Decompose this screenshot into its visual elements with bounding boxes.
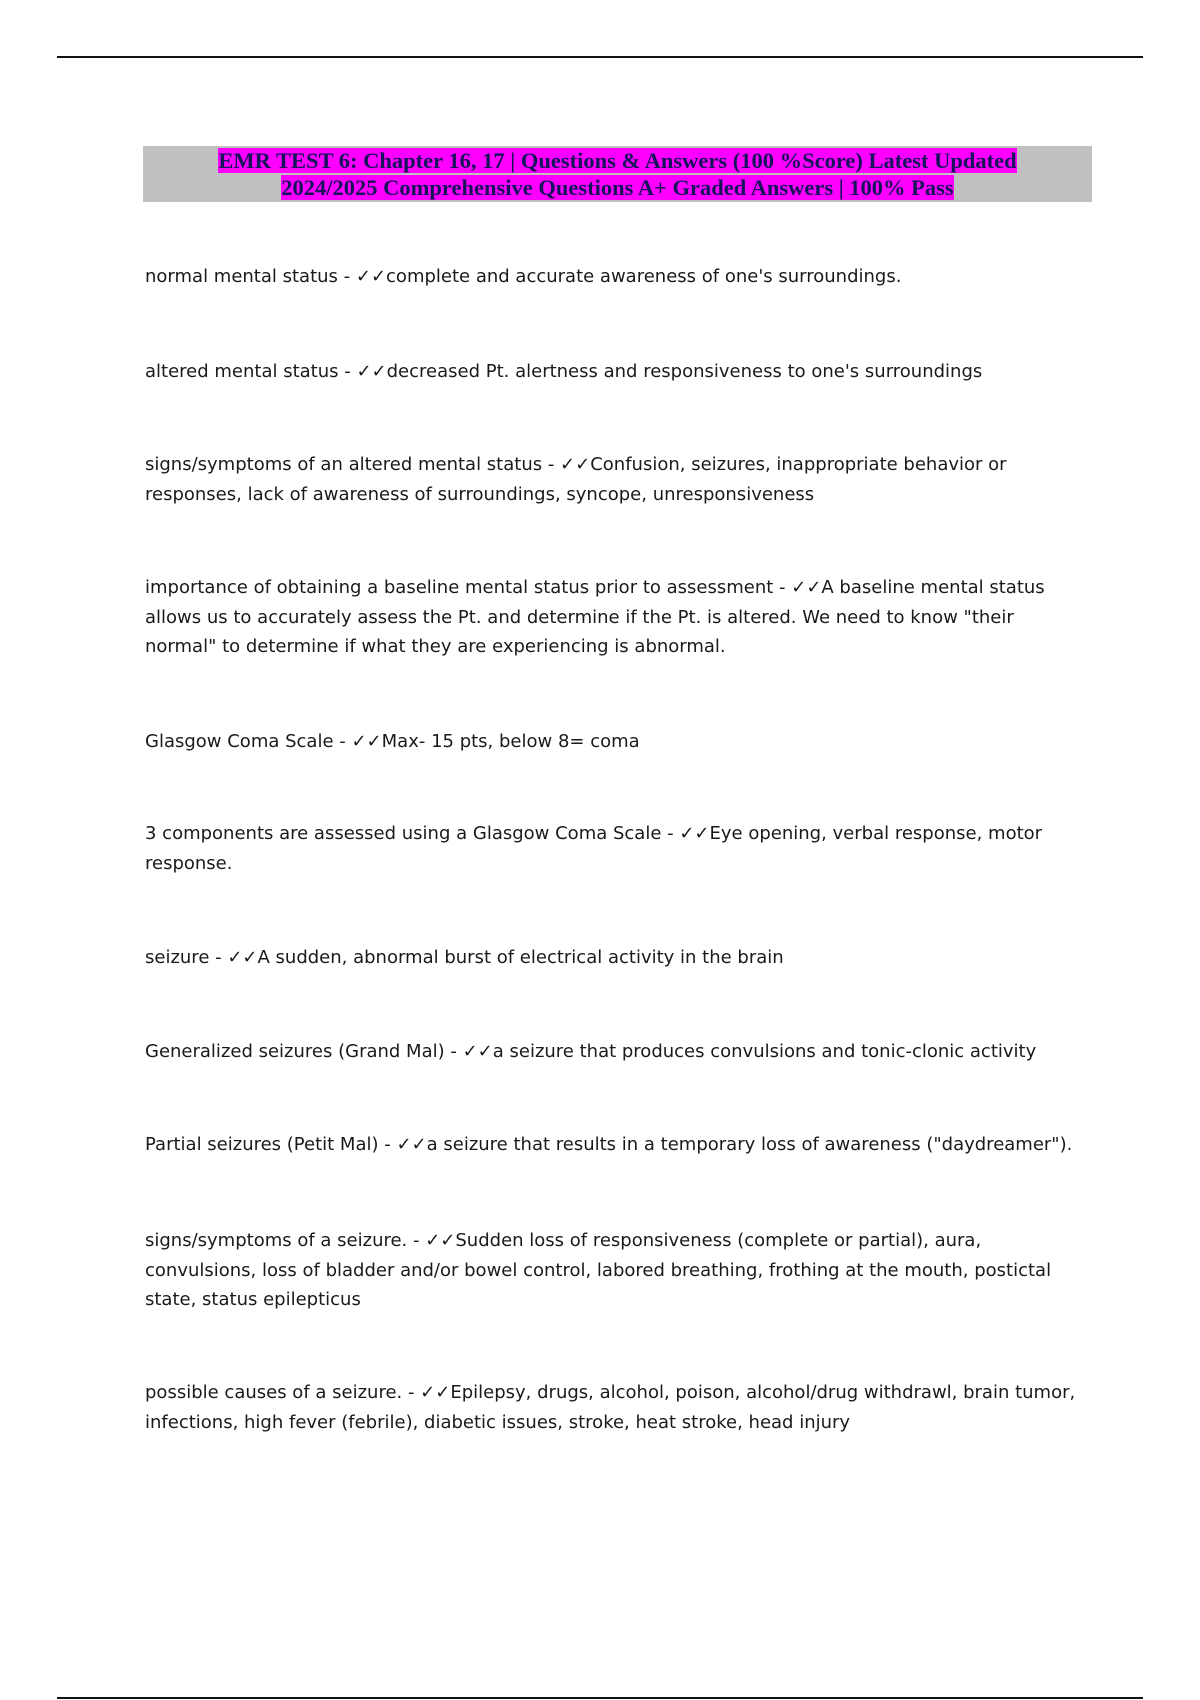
qa-entry-8: Generalized seizures (Grand Mal) - ✓✓a seizure that produces convulsions and tonic-clonic activity (145, 1041, 1037, 1062)
qa-entry-6: 3 components are assessed using a Glasgow Coma Scale - ✓✓Eye opening, verbal response, motor response. (145, 823, 1043, 874)
document-title (143, 146, 1092, 202)
qa-entry-11: possible causes of a seizure. - ✓✓Epilepsy, drugs, alcohol, poison, alcohol/drug withdrawl, brain tumor, infections, high fever (febrile), diabetic issues, stroke, heat stroke, head injury (145, 1382, 1076, 1433)
qa-entry-1: normal mental status - ✓✓complete and accurate awareness of one's surroundings. (145, 266, 902, 287)
header-rule (57, 56, 1143, 58)
qa-entry-10: signs/symptoms of a seizure. - ✓✓Sudden loss of responsiveness (complete or partial), aura, convulsions, loss of bladder and/or bowel control, labored breathing, frothing at the mouth, postictal state, status epilepticus (145, 1230, 1052, 1310)
document-title-line-2: 2024/2025 Comprehensive Questions A+ Graded Answers | 100% Pass (281, 175, 954, 200)
qa-entry-7: seizure - ✓✓A sudden, abnormal burst of electrical activity in the brain (145, 947, 784, 968)
footer-rule (57, 1697, 1143, 1699)
qa-entry-4: importance of obtaining a baseline mental status prior to assessment - ✓✓A baseline mental status allows us to accurately assess the Pt. and determine if the Pt. is altered. We need to know "their normal" to determine if what they are experiencing is abnormal. (145, 577, 1045, 657)
document-title-line-1: EMR TEST 6: Chapter 16, 17 | Questions & Answers (100 %Score) Latest Updated (218, 148, 1017, 173)
qa-entry-3: signs/symptoms of an altered mental status - ✓✓Confusion, seizures, inappropriate behavior or responses, lack of awareness of surroundings, syncope, unresponsiveness (145, 454, 1007, 505)
qa-entry-9: Partial seizures (Petit Mal) - ✓✓a seizure that results in a temporary loss of awareness ("daydreamer"). (145, 1134, 1073, 1155)
qa-entry-5: Glasgow Coma Scale - ✓✓Max- 15 pts, below 8= coma (145, 731, 640, 752)
qa-entry-2: altered mental status - ✓✓decreased Pt. alertness and responsiveness to one's surroundings (145, 361, 983, 382)
